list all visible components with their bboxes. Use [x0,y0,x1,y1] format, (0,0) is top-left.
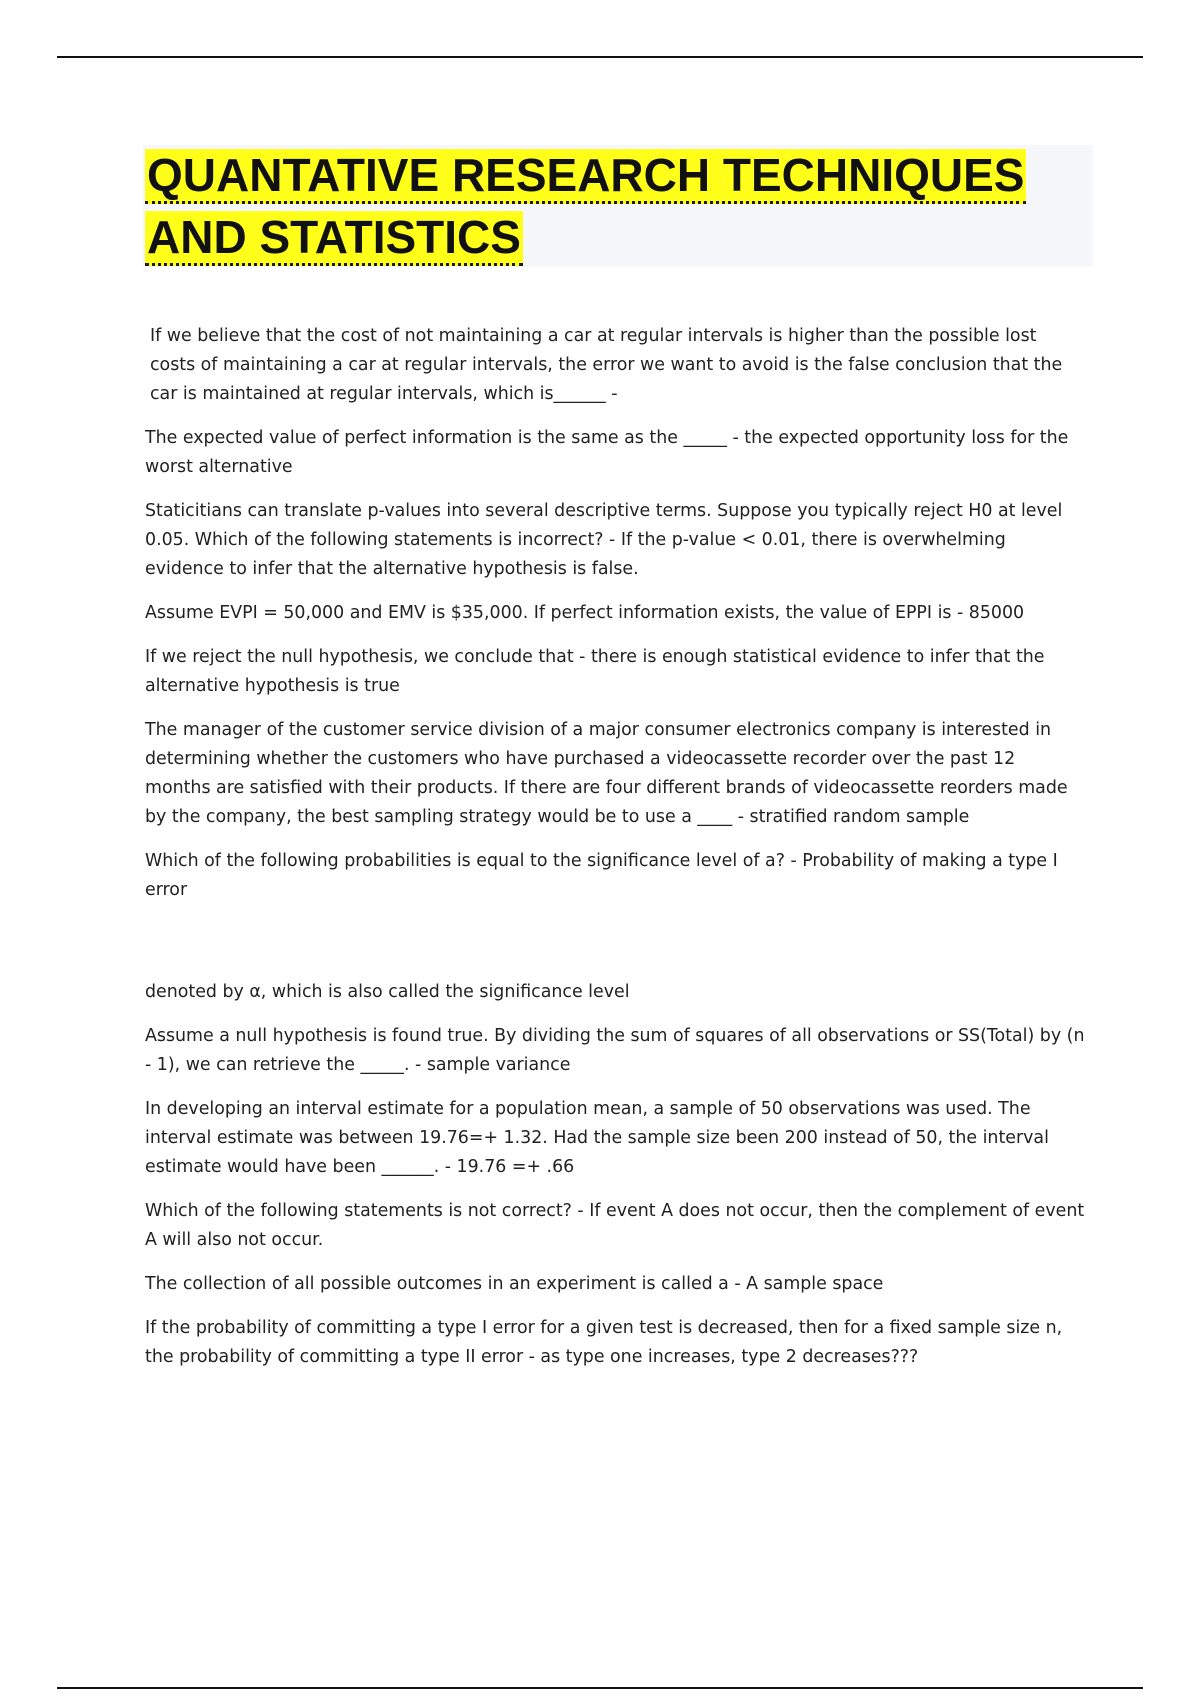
qa-item: If we reject the null hypothesis, we conclude that - there is enough statistical evidence to infer that the alternative hypothesis is true [145,647,1045,696]
title-line-1: QUANTATIVE RESEARCH TECHNIQUES [145,149,1026,204]
qa-item: Which of the following statements is not correct? - If event A does not occur, then the complement of event A will also not occur. [145,1201,1085,1250]
bottom-rule [57,1687,1143,1689]
qa-item: The manager of the customer service division of a major consumer electronics company is interested in determining whether the customers who have purchased a videocassette recorder over the past 12 months are satisfied with their products. If there are four different brands of videocassette reorders made by the company, the best sampling strategy would be to use a ____ - stratified random sample [145,720,1068,827]
top-rule [57,56,1143,58]
qa-item: Assume a null hypothesis is found true. By dividing the sum of squares of all observations or SS(Total) by (n - 1), we can retrieve the _____. - sample variance [145,1026,1085,1075]
qa-item: denoted by α, which is also called the significance level [145,982,630,1002]
question-answer-list [145,322,1085,1387]
title-line-2: AND STATISTICS [145,211,523,266]
qa-item: If we believe that the cost of not maintaining a car at regular intervals is higher than the possible lost costs of maintaining a car at regular intervals, the error we want to avoid is the false conclusion that the car is maintained at regular intervals, which is______ - [150,326,1063,404]
qa-item: Assume EVPI = 50,000 and EMV is $35,000. If perfect information exists, the value of EPPI is - 85000 [145,603,1025,623]
qa-item: The collection of all possible outcomes in an experiment is called a - A sample space [145,1274,884,1294]
qa-item: Which of the following probabilities is equal to the significance level of a? - Probability of making a type I error [145,851,1058,900]
qa-item: Staticitians can translate p-values into several descriptive terms. Suppose you typically reject H0 at level 0.05. Which of the following statements is incorrect? - If the p-value < 0.01, there is overwhelming evidence to infer that the alternative hypothesis is false. [145,501,1063,579]
qa-item: In developing an interval estimate for a population mean, a sample of 50 observations was used. The interval estimate was between 19.76=+ 1.32. Had the sample size been 200 instead of 50, the interval estimate would have been ______. - 19.76 =+ .66 [145,1099,1049,1177]
qa-item: If the probability of committing a type I error for a given test is decreased, then for a fixed sample size n, the probability of committing a type II error - as type one increases, type 2 decreases??? [145,1318,1063,1367]
qa-item: The expected value of perfect information is the same as the _____ - the expected opportunity loss for the worst alternative [145,428,1069,477]
page-title [145,144,1085,268]
